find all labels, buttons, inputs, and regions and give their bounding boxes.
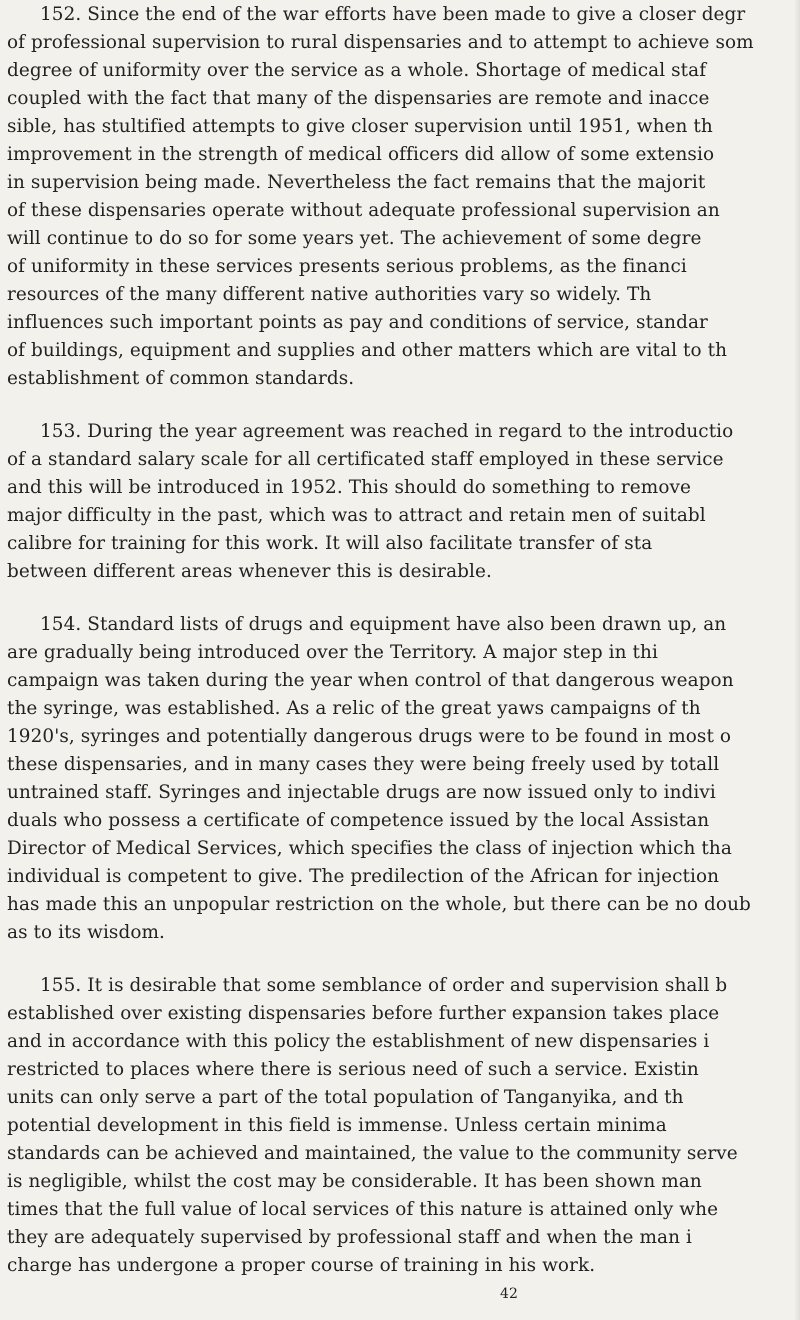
text-line: major difficulty in the past, which was to attract and retain men of suitabl	[7, 505, 706, 526]
text-line: charge has undergone a proper course of training in his work.	[7, 1255, 596, 1276]
text-line: times that the full value of local services of this nature is attained only whe	[7, 1199, 719, 1220]
text-line: between different areas whenever this is desirable.	[7, 561, 492, 582]
text-line: duals who possess a certificate of competence issued by the local Assistan	[7, 810, 710, 831]
text-line: campaign was taken during the year when control of that dangerous weapon	[7, 670, 734, 691]
text-line: of a standard salary scale for all certificated staff employed in these service	[7, 449, 724, 470]
text-line: resources of the many different native authorities vary so widely. Th	[7, 284, 652, 305]
text-line: will continue to do so for some years yet. The achievement of some degre	[7, 228, 702, 249]
text-line: the syringe, was established. As a relic of the great yaws campaigns of th	[7, 698, 701, 719]
text-line: Director of Medical Services, which specifies the class of injection which tha	[7, 838, 732, 859]
page-number: 42	[500, 1286, 519, 1302]
text-line: standards can be achieved and maintained, the value to the community serve	[7, 1143, 738, 1164]
text-line: as to its wisdom.	[7, 922, 166, 943]
text-line: established over existing dispensaries before further expansion takes place	[7, 1003, 720, 1024]
text-line: of uniformity in these services presents serious problems, as the financi	[7, 256, 687, 277]
text-line: sible, has stultified attempts to give closer supervision until 1951, when th	[7, 116, 713, 137]
text-line: in supervision being made. Nevertheless the fact remains that the majorit	[7, 172, 706, 193]
text-line: and in accordance with this policy the establishment of new dispensaries i	[7, 1031, 710, 1052]
text-line: of buildings, equipment and supplies and other matters which are vital to th	[7, 340, 728, 361]
text-line: is negligible, whilst the cost may be considerable. It has been shown man	[7, 1171, 702, 1192]
text-line: improvement in the strength of medical officers did allow of some extensio	[7, 144, 715, 165]
text-line: restricted to places where there is serious need of such a service. Existin	[7, 1059, 699, 1080]
text-line: influences such important points as pay and conditions of service, standar	[7, 312, 708, 333]
text-line: 155. It is desirable that some semblance of order and supervision shall b	[40, 975, 728, 996]
text-line: establishment of common standards.	[7, 368, 355, 389]
text-line: coupled with the fact that many of the dispensaries are remote and inacce	[7, 88, 710, 109]
text-line: 153. During the year agreement was reached in regard to the introductio	[40, 421, 734, 442]
text-line: and this will be introduced in 1952. This should do something to remove	[7, 477, 691, 498]
text-line: these dispensaries, and in many cases they were being freely used by totall	[7, 754, 720, 775]
text-line: 152. Since the end of the war efforts have been made to give a closer degr	[40, 4, 746, 25]
page-edge-shadow	[794, 0, 800, 1320]
text-line: of professional supervision to rural dispensaries and to attempt to achieve som	[7, 32, 754, 53]
text-line: they are adequately supervised by professional staff and when the man i	[7, 1227, 692, 1248]
text-line: potential development in this field is immense. Unless certain minima	[7, 1115, 667, 1136]
text-line: has made this an unpopular restriction on the whole, but there can be no doub	[7, 894, 751, 915]
text-line: 1920's, syringes and potentially dangerous drugs were to be found in most o	[7, 726, 732, 747]
text-line: calibre for training for this work. It will also facilitate transfer of sta	[7, 533, 653, 554]
text-line: 154. Standard lists of drugs and equipment have also been drawn up, an	[40, 614, 727, 635]
text-line: are gradually being introduced over the Territory. A major step in thi	[7, 642, 658, 663]
text-line: of these dispensaries operate without adequate professional supervision an	[7, 200, 720, 221]
text-line: degree of uniformity over the service as a whole. Shortage of medical staf	[7, 60, 707, 81]
text-line: untrained staff. Syringes and injectable drugs are now issued only to indivi	[7, 782, 716, 803]
text-line: units can only serve a part of the total population of Tanganyika, and th	[7, 1087, 684, 1108]
text-line: individual is competent to give. The predilection of the African for injection	[7, 866, 720, 887]
